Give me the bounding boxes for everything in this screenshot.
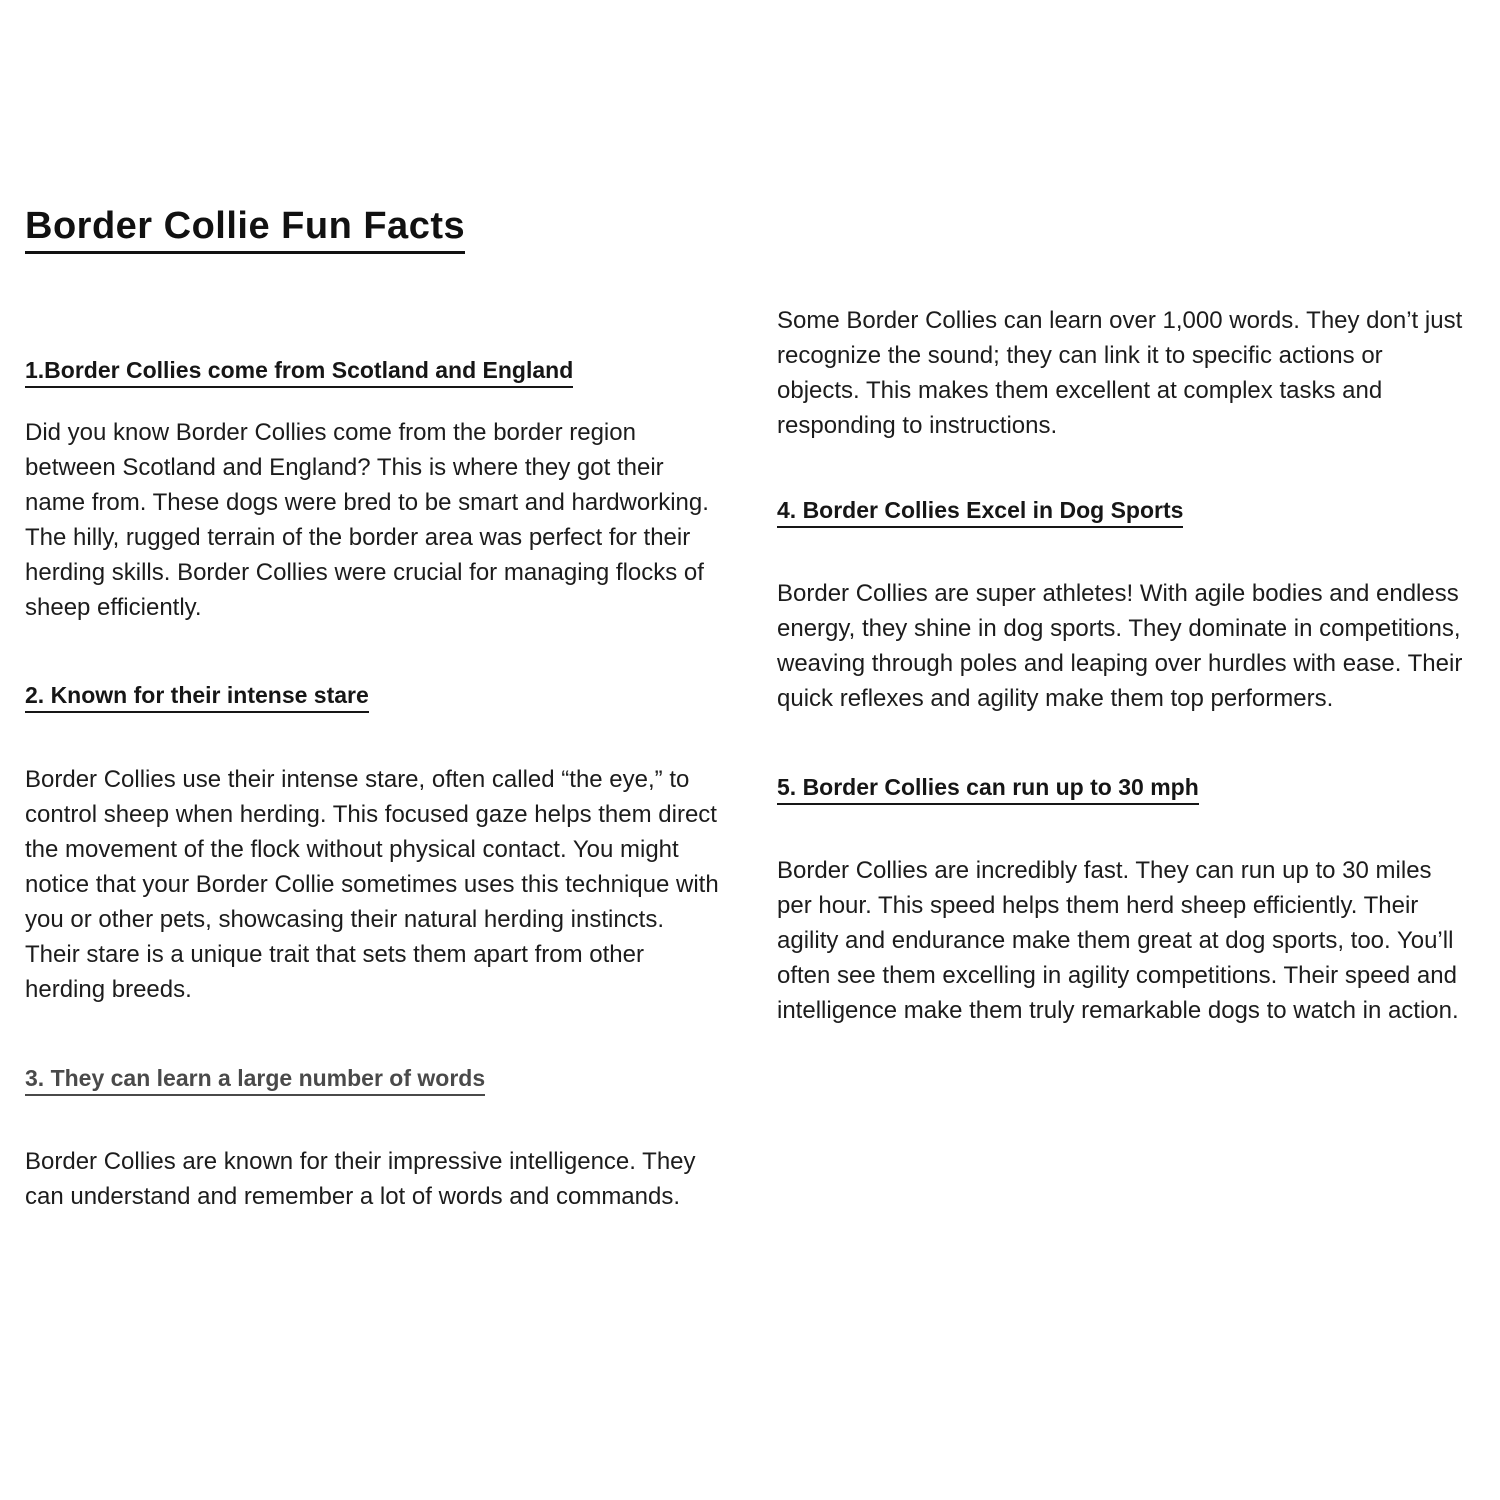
section-3-paragraph: Border Collies are known for their impressive intelligence. They can understand and remember a lot of words and commands. <box>25 1148 696 1210</box>
section-1-heading-text: 1.Border Collies come from Scotland and England <box>25 357 573 388</box>
section-1-heading <box>25 357 722 388</box>
section-3-heading-text: 3. They can learn a large number of words <box>25 1065 485 1096</box>
section-4-paragraph: Border Collies are super athletes! With agile bodies and endless energy, they shine in dog sports. They dominate in competitions, weaving through poles and leaping over hurdles with ease. Their quick reflexes and agility make them top performers. <box>777 580 1463 712</box>
section-4-heading-text: 4. Border Collies Excel in Dog Sports <box>777 497 1183 528</box>
section-2-heading-text: 2. Known for their intense stare <box>25 682 369 713</box>
section-5-paragraph: Border Collies are incredibly fast. They can run up to 30 miles per hour. This speed helps them herd sheep efficiently. Their agility and endurance make them great at dog sports, too. You’ll often see them excelling in agility competitions. Their speed and intelligence make them truly remarkable dogs to watch in action. <box>777 857 1459 1024</box>
section-1-paragraph: Did you know Border Collies come from the border region between Scotland and England? This is where they got their name from. These dogs were bred to be smart and hardworking. The hilly, rugged terrain of the border area was perfect for their herding skills. Border Collies were crucial for managing flocks of sheep efficiently. <box>25 419 709 621</box>
section-4-heading <box>777 497 1467 528</box>
section-5-heading-text: 5. Border Collies can run up to 30 mph <box>777 774 1199 805</box>
section-2-heading <box>25 682 722 713</box>
section-3-heading <box>25 1065 722 1096</box>
section-5-heading <box>777 774 1467 805</box>
section-2-paragraph: Border Collies use their intense stare, often called “the eye,” to control sheep when herding. This focused gaze helps them direct the movement of the flock without physical contact. You might notice that your Border Collie sometimes uses this technique with you or other pets, showcasing their natural herding instincts. Their stare is a unique trait that sets them apart from other herding breeds. <box>25 766 719 1003</box>
section-3-continued-paragraph: Some Border Collies can learn over 1,000 words. They don’t just recognize the sound; they can link it to specific actions or objects. This makes them excellent at complex tasks and responding to instructions. <box>777 307 1463 439</box>
page-title <box>25 205 465 254</box>
page-title-text: Border Collie Fun Facts <box>25 205 465 254</box>
